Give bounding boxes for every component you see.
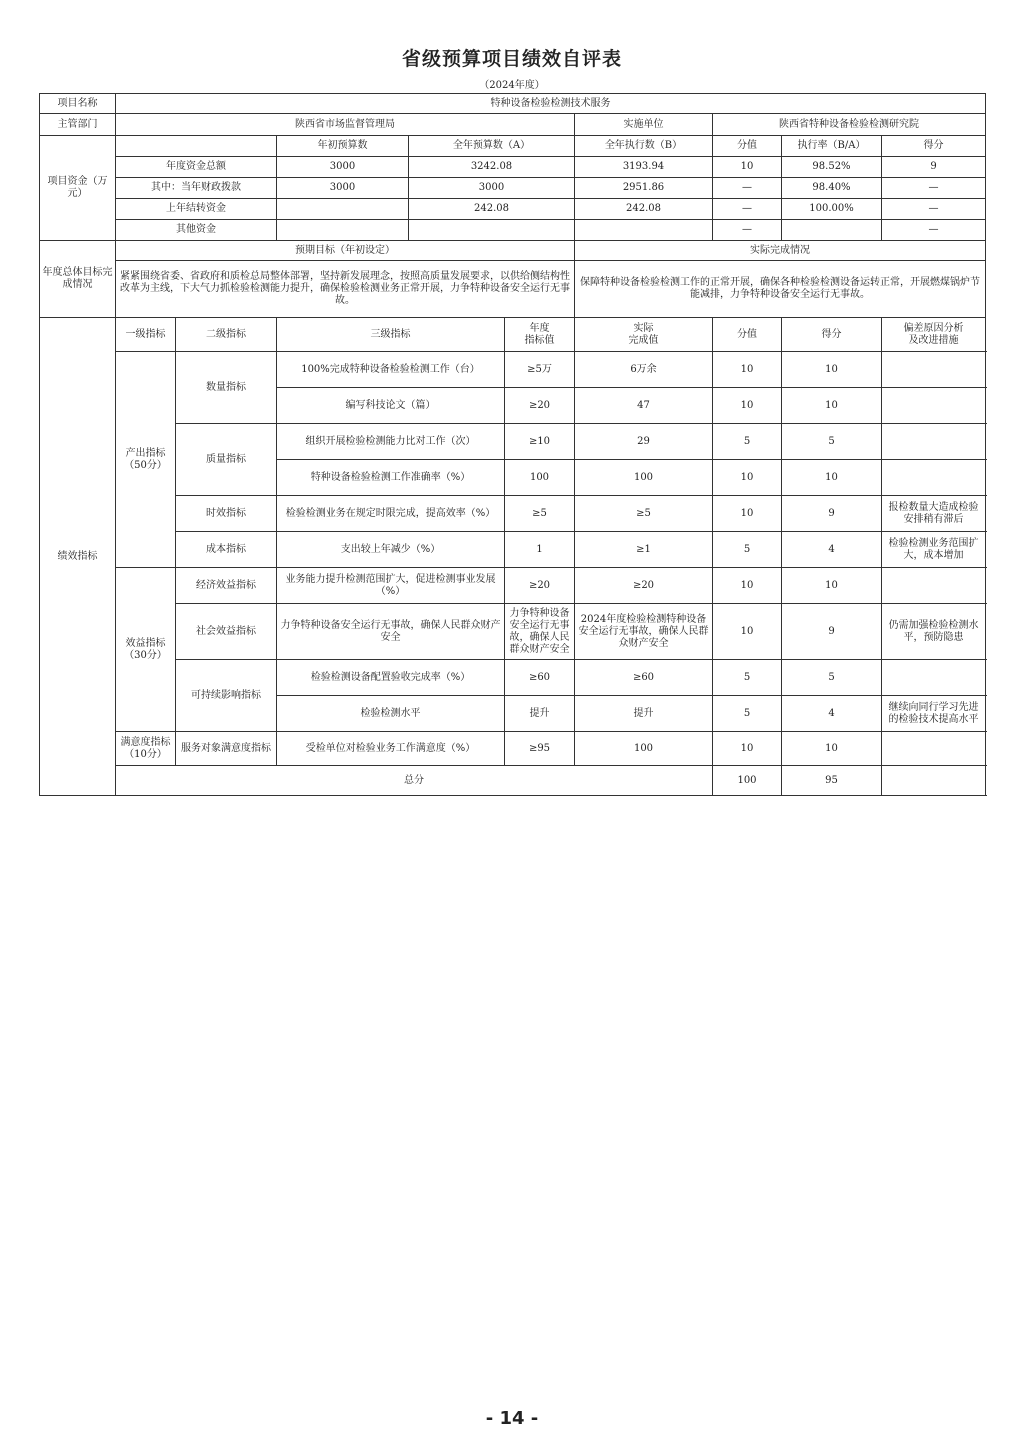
funds-row-name: 其他资金 xyxy=(116,220,277,241)
goals-header-row xyxy=(40,241,986,261)
actual-cell: 提升 xyxy=(575,696,713,732)
funds-cell: 3000 xyxy=(409,178,575,199)
score-cell: 10 xyxy=(713,496,782,532)
funds-cell: — xyxy=(713,199,782,220)
actual-cell: 2024年度检验检测特种设备安全运行无事故，确保人民群众财产安全 xyxy=(575,604,713,660)
dept-row xyxy=(40,114,986,136)
l3-cell: 支出较上年减少（%） xyxy=(277,532,505,568)
dept-value: 陕西省市场监督管理局 xyxy=(116,114,575,136)
funds-header-row xyxy=(40,136,986,157)
funds-cell: 98.40% xyxy=(782,178,882,199)
l3-cell: 受检单位对检验业务工作满意度（%） xyxy=(277,732,505,766)
perf-header-dev: 偏差原因分析 及改进措施 xyxy=(882,318,986,352)
got-cell: 10 xyxy=(782,460,882,496)
sub-economic: 经济效益指标 xyxy=(176,568,277,604)
perf-header-got: 得分 xyxy=(782,318,882,352)
funds-cell: — xyxy=(882,199,986,220)
total-got: 95 xyxy=(782,766,882,796)
l3-cell: 检验检测设备配置验收完成率（%） xyxy=(277,660,505,696)
funds-header: 全年预算数（A） xyxy=(409,136,575,157)
dev-cell: 检验检测业务范围扩大，成本增加 xyxy=(882,532,986,568)
funds-row xyxy=(40,157,986,178)
target-cell: ≥60 xyxy=(505,660,575,696)
funds-cell xyxy=(409,220,575,241)
actual-cell: 100 xyxy=(575,732,713,766)
funds-row xyxy=(40,178,986,199)
score-cell: 10 xyxy=(713,604,782,660)
funds-cell: 10 xyxy=(713,157,782,178)
funds-header: 得分 xyxy=(882,136,986,157)
funds-cell: 9 xyxy=(882,157,986,178)
funds-cell: 100.00% xyxy=(782,199,882,220)
dev-cell xyxy=(882,352,986,388)
total-row xyxy=(40,766,986,796)
l3-cell: 特种设备检验检测工作准确率（%） xyxy=(277,460,505,496)
funds-cell: 3193.94 xyxy=(575,157,713,178)
funds-cell: 242.08 xyxy=(575,199,713,220)
dev-cell xyxy=(882,424,986,460)
total-label: 总分 xyxy=(116,766,713,796)
table-row xyxy=(40,568,986,604)
got-cell: 5 xyxy=(782,660,882,696)
perf-header-row xyxy=(40,318,986,352)
sub-service: 服务对象满意度指标 xyxy=(176,732,277,766)
expected-goal-text: 紧紧围绕省委、省政府和质检总局整体部署，坚持新发展理念，按照高质量发展要求，以供给侧结构性 改革为主线，下大气力抓检验检测能力提升，确保检验检测业务正常开展，力争特种设备安全运行无事故。 xyxy=(116,261,575,318)
dev-cell: 仍需加强检验检测水平，预防隐患 xyxy=(882,604,986,660)
actual-cell: ≥5 xyxy=(575,496,713,532)
got-cell: 5 xyxy=(782,424,882,460)
funds-cell xyxy=(277,220,409,241)
got-cell: 10 xyxy=(782,568,882,604)
funds-cell xyxy=(277,199,409,220)
sub-quantity: 数量指标 xyxy=(176,352,277,424)
target-cell: ≥5 xyxy=(505,496,575,532)
target-cell: ≥20 xyxy=(505,388,575,424)
score-cell: 10 xyxy=(713,568,782,604)
table-row xyxy=(40,496,986,532)
got-cell: 9 xyxy=(782,604,882,660)
actual-cell: ≥20 xyxy=(575,568,713,604)
funds-header: 全年执行数（B） xyxy=(575,136,713,157)
sub-quality: 质量指标 xyxy=(176,424,277,496)
got-cell: 10 xyxy=(782,388,882,424)
got-cell: 4 xyxy=(782,532,882,568)
funds-row xyxy=(40,199,986,220)
score-cell: 10 xyxy=(713,388,782,424)
funds-row-name: 年度资金总额 xyxy=(116,157,277,178)
dev-cell xyxy=(882,460,986,496)
target-cell: ≥10 xyxy=(505,424,575,460)
actual-cell: 29 xyxy=(575,424,713,460)
sub-social: 社会效益指标 xyxy=(176,604,277,660)
funds-row-name: 上年结转资金 xyxy=(116,199,277,220)
target-cell: ≥95 xyxy=(505,732,575,766)
perf-header-l1: 一级指标 xyxy=(116,318,176,352)
dev-cell xyxy=(882,660,986,696)
project-value: 特种设备检验检测技术服务 xyxy=(116,94,986,114)
perf-label: 绩效指标 xyxy=(40,318,116,796)
funds-cell: — xyxy=(882,220,986,241)
target-cell: ≥5万 xyxy=(505,352,575,388)
got-cell: 10 xyxy=(782,732,882,766)
funds-cell: 3000 xyxy=(277,157,409,178)
table-row xyxy=(40,660,986,696)
dev-cell: 报检数量大造成检验安排稍有滞后 xyxy=(882,496,986,532)
funds-cell xyxy=(575,220,713,241)
funds-cell: 2951.86 xyxy=(575,178,713,199)
perf-header-actual: 实际 完成值 xyxy=(575,318,713,352)
dev-cell xyxy=(882,568,986,604)
group-benefit: 效益指标 （30分） xyxy=(116,568,176,732)
score-cell: 5 xyxy=(713,696,782,732)
table-row xyxy=(40,352,986,388)
table-row xyxy=(40,732,986,766)
actual-goal-text: 保障特种设备检验检测工作的正常开展，确保各种检验检测设备运转正常，开展燃煤锅炉节能减排，力争特种设备安全运行无事故。 xyxy=(575,261,986,318)
actual-cell: 100 xyxy=(575,460,713,496)
impl-value: 陕西省特种设备检验检测研究院 xyxy=(713,114,986,136)
funds-header: 年初预算数 xyxy=(277,136,409,157)
dev-cell xyxy=(882,388,986,424)
table-row xyxy=(40,604,986,660)
funds-header: 执行率（B/A） xyxy=(782,136,882,157)
dev-cell: 继续向同行学习先进的检验技术提高水平 xyxy=(882,696,986,732)
l3-cell: 力争特种设备安全运行无事故，确保人民群众财产安全 xyxy=(277,604,505,660)
score-cell: 10 xyxy=(713,732,782,766)
goals-content-row xyxy=(40,261,986,318)
dept-label: 主管部门 xyxy=(40,114,116,136)
total-score: 100 xyxy=(713,766,782,796)
year-subtitle: （2024年度） xyxy=(479,80,545,91)
goals-label: 年度总体目标完成情况 xyxy=(40,241,116,318)
funds-cell: 3242.08 xyxy=(409,157,575,178)
project-row xyxy=(40,94,986,114)
perf-header-target: 年度 指标值 xyxy=(505,318,575,352)
perf-header-l2: 二级指标 xyxy=(176,318,277,352)
funds-row-name: 其中：当年财政拨款 xyxy=(116,178,277,199)
funds-cell: — xyxy=(713,220,782,241)
table-row xyxy=(40,424,986,460)
target-cell: ≥20 xyxy=(505,568,575,604)
score-cell: 10 xyxy=(713,352,782,388)
group-output: 产出指标 （50分） xyxy=(116,352,176,568)
actual-label: 实际完成情况 xyxy=(575,241,986,261)
l3-cell: 100%完成特种设备检验检测工作（台） xyxy=(277,352,505,388)
l3-cell: 组织开展检验检测能力比对工作（次） xyxy=(277,424,505,460)
target-cell: 提升 xyxy=(505,696,575,732)
funds-cell: 98.52% xyxy=(782,157,882,178)
funds-cell xyxy=(782,220,882,241)
sub-cost: 成本指标 xyxy=(176,532,277,568)
actual-cell: 47 xyxy=(575,388,713,424)
l3-cell: 编写科技论文（篇） xyxy=(277,388,505,424)
l3-cell: 检验检测水平 xyxy=(277,696,505,732)
score-cell: 5 xyxy=(713,532,782,568)
funds-label: 项目资金（万元） xyxy=(40,136,116,241)
target-cell: 100 xyxy=(505,460,575,496)
sub-timeliness: 时效指标 xyxy=(176,496,277,532)
funds-cell: 242.08 xyxy=(409,199,575,220)
score-cell: 10 xyxy=(713,460,782,496)
sub-sustain: 可持续影响指标 xyxy=(176,660,277,732)
group-satisfaction: 满意度指标（10分） xyxy=(116,732,176,766)
expected-label: 预期目标（年初设定） xyxy=(116,241,575,261)
funds-cell: — xyxy=(882,178,986,199)
l3-cell: 业务能力提升检测范围扩大，促进检测事业发展（%） xyxy=(277,568,505,604)
perf-header-score: 分值 xyxy=(713,318,782,352)
score-cell: 5 xyxy=(713,660,782,696)
got-cell: 9 xyxy=(782,496,882,532)
project-label: 项目名称 xyxy=(40,94,116,114)
actual-cell: ≥60 xyxy=(575,660,713,696)
total-dev xyxy=(882,766,986,796)
score-cell: 5 xyxy=(713,424,782,460)
funds-cell: 3000 xyxy=(277,178,409,199)
target-cell: 力争特种设备安全运行无事故，确保人民群众财产安全 xyxy=(505,604,575,660)
actual-cell: 6万余 xyxy=(575,352,713,388)
impl-label: 实施单位 xyxy=(575,114,713,136)
page-title: 省级预算项目绩效自评表 xyxy=(401,48,622,70)
got-cell: 4 xyxy=(782,696,882,732)
page-number: - 14 - xyxy=(485,1408,539,1429)
dev-cell xyxy=(882,732,986,766)
got-cell: 10 xyxy=(782,352,882,388)
funds-row xyxy=(40,220,986,241)
l3-cell: 检验检测业务在规定时限完成，提高效率（%） xyxy=(277,496,505,532)
evaluation-table xyxy=(39,93,986,796)
funds-header: 分值 xyxy=(713,136,782,157)
funds-cell: — xyxy=(713,178,782,199)
actual-cell: ≥1 xyxy=(575,532,713,568)
target-cell: 1 xyxy=(505,532,575,568)
table-row xyxy=(40,532,986,568)
perf-header-l3: 三级指标 xyxy=(277,318,505,352)
